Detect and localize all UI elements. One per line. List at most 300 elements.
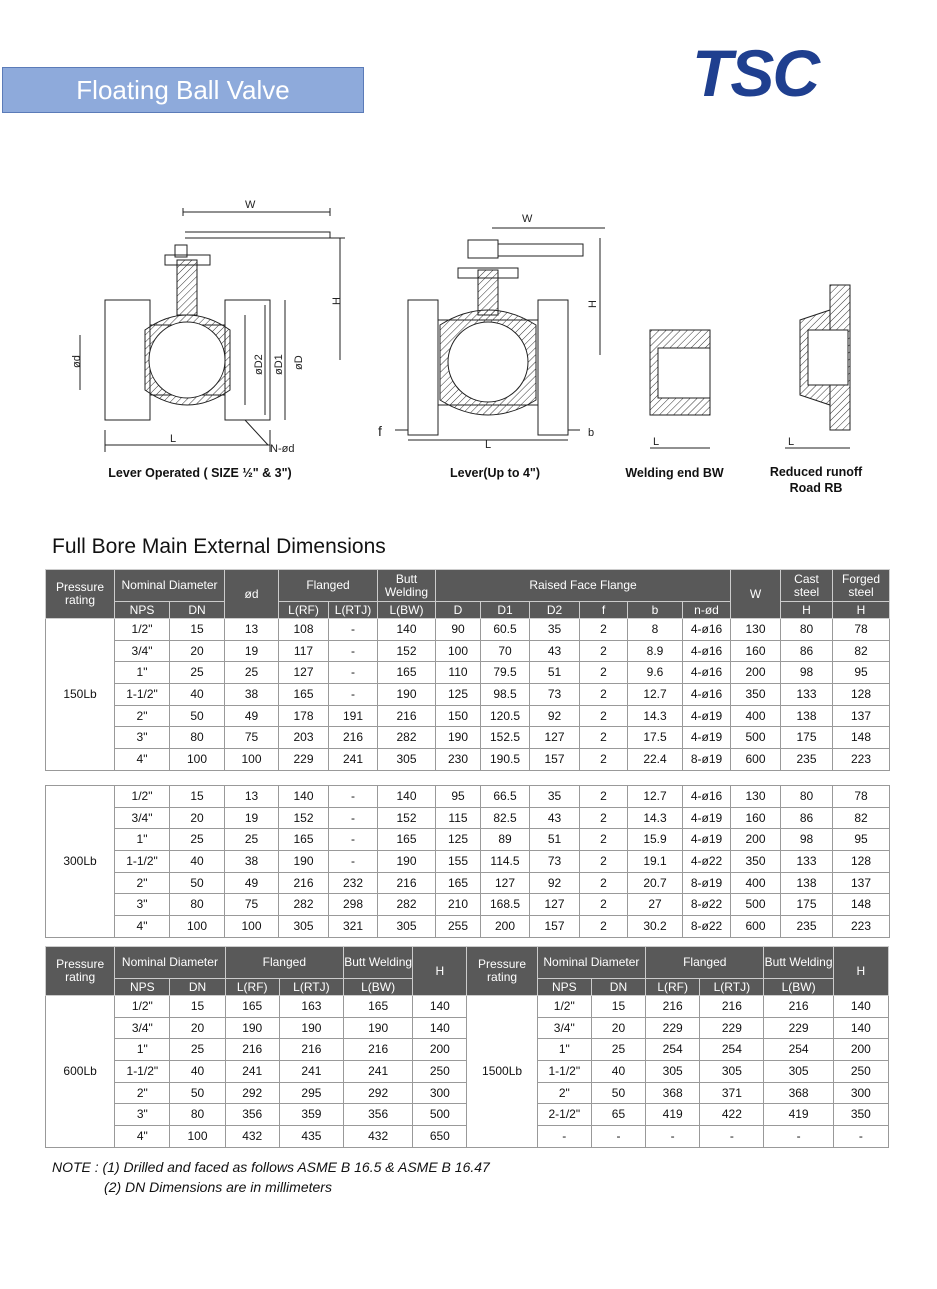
table-cell: 12.7 bbox=[628, 684, 683, 706]
table-cell: 229 bbox=[646, 1017, 700, 1039]
table-cell: 98 bbox=[781, 829, 833, 851]
table-cell: 80 bbox=[170, 1104, 225, 1126]
table-cell: - bbox=[329, 829, 378, 851]
hdr-raised-face: Raised Face Flange bbox=[436, 570, 731, 602]
table-cell: 1-1/2" bbox=[115, 851, 170, 873]
table-cell: 100 bbox=[225, 916, 279, 938]
table-cell: 2" bbox=[115, 872, 170, 894]
table-row bbox=[46, 727, 890, 749]
table-cell: - bbox=[537, 1126, 591, 1148]
table-cell: 19 bbox=[225, 807, 279, 829]
note-line-1: NOTE : (1) Drilled and faced as follows ASME B 16.5 & ASME B 16.47 bbox=[52, 1159, 490, 1175]
table-cell: 66.5 bbox=[481, 786, 530, 808]
table-cell: 100 bbox=[170, 749, 225, 771]
table-cell: 500 bbox=[413, 1104, 467, 1126]
table-cell: 1/2" bbox=[115, 996, 170, 1018]
table-cell: 2 bbox=[580, 894, 628, 916]
table-cell: 50 bbox=[170, 872, 225, 894]
table-row bbox=[46, 894, 890, 916]
pressure-rating-cell: 600Lb bbox=[46, 996, 115, 1148]
table-cell: 250 bbox=[833, 1061, 888, 1083]
table-cell: 230 bbox=[436, 749, 481, 771]
table-cell: 200 bbox=[833, 1039, 888, 1061]
table-cell: 20 bbox=[170, 807, 225, 829]
table-cell: 2 bbox=[580, 727, 628, 749]
table-cell: 216 bbox=[279, 1039, 343, 1061]
notes bbox=[52, 1157, 490, 1197]
table-cell: 51 bbox=[530, 829, 580, 851]
table-cell: 78 bbox=[833, 786, 890, 808]
table-cell: 368 bbox=[646, 1082, 700, 1104]
hdr2-nominal-left: Nominal Diameter bbox=[115, 947, 225, 979]
table-cell: 8.9 bbox=[628, 640, 683, 662]
table-cell: 165 bbox=[378, 829, 436, 851]
table-cell: 350 bbox=[731, 684, 781, 706]
table-cell: 3/4" bbox=[115, 1017, 170, 1039]
table-cell: 50 bbox=[170, 1082, 225, 1104]
table-cell: 3/4" bbox=[115, 640, 170, 662]
table-cell: 432 bbox=[225, 1126, 279, 1148]
table-cell: - bbox=[329, 786, 378, 808]
table-cell: 216 bbox=[279, 872, 329, 894]
table-cell: 117 bbox=[279, 640, 329, 662]
table-cell: 168.5 bbox=[481, 894, 530, 916]
table-cell: 8-ø22 bbox=[683, 916, 731, 938]
pressure-rating-cell: 1500Lb bbox=[467, 996, 537, 1148]
table-cell: 82 bbox=[833, 640, 890, 662]
table-cell: 241 bbox=[329, 749, 378, 771]
table-cell: 128 bbox=[833, 684, 890, 706]
caption-lever-operated: Lever Operated ( SIZE ½" & 3") bbox=[108, 466, 292, 480]
table-cell: 2 bbox=[580, 872, 628, 894]
table-cell: 137 bbox=[833, 705, 890, 727]
table-cell: 200 bbox=[481, 916, 530, 938]
table-cell: 20 bbox=[591, 1017, 645, 1039]
table-cell: 2 bbox=[580, 640, 628, 662]
table-cell: 108 bbox=[279, 619, 329, 641]
table-cell: 90 bbox=[436, 619, 481, 641]
table-cell: 38 bbox=[225, 684, 279, 706]
table-cell: 80 bbox=[781, 619, 833, 641]
table-cell: 282 bbox=[378, 894, 436, 916]
table-cell: 359 bbox=[279, 1104, 343, 1126]
table-cell: 356 bbox=[225, 1104, 279, 1126]
table-cell: 300 bbox=[413, 1082, 467, 1104]
table-cell: 254 bbox=[700, 1039, 764, 1061]
table-cell: 216 bbox=[329, 727, 378, 749]
table-cell: 350 bbox=[731, 851, 781, 873]
table-cell: 8 bbox=[628, 619, 683, 641]
table-cell: 140 bbox=[279, 786, 329, 808]
label-l-4: L bbox=[788, 436, 795, 448]
table-cell: 140 bbox=[833, 996, 888, 1018]
table-cell: 305 bbox=[764, 1061, 833, 1083]
table-cell: 35 bbox=[530, 786, 580, 808]
table-cell: 432 bbox=[344, 1126, 413, 1148]
table-cell: 4-ø16 bbox=[683, 786, 731, 808]
table-cell: 19 bbox=[225, 640, 279, 662]
caption-reduced-runoff: Reduced runoff bbox=[769, 465, 863, 479]
table-cell: 4" bbox=[115, 1126, 170, 1148]
table-cell: - bbox=[329, 807, 378, 829]
table-cell: 9.6 bbox=[628, 662, 683, 684]
label-d1-1: øD1 bbox=[273, 354, 285, 375]
table-row bbox=[46, 786, 890, 808]
table-cell: 298 bbox=[329, 894, 378, 916]
table-cell: 321 bbox=[329, 916, 378, 938]
table-cell: 241 bbox=[344, 1061, 413, 1083]
table-cell: 120.5 bbox=[481, 705, 530, 727]
table-cell: 223 bbox=[833, 916, 890, 938]
table-cell: 14.3 bbox=[628, 705, 683, 727]
caption-welding-end: Welding end BW bbox=[625, 466, 724, 480]
table-cell: 86 bbox=[781, 807, 833, 829]
table-cell: 92 bbox=[530, 872, 580, 894]
table-cell: 8-ø19 bbox=[683, 872, 731, 894]
table-cell: 152 bbox=[279, 807, 329, 829]
table-cell: 133 bbox=[781, 684, 833, 706]
table-cell: 241 bbox=[279, 1061, 343, 1083]
table-cell: 49 bbox=[225, 705, 279, 727]
hdr2-nominal-right: Nominal Diameter bbox=[537, 947, 645, 979]
table-cell: 14.3 bbox=[628, 807, 683, 829]
table-cell: 157 bbox=[530, 916, 580, 938]
table-cell: 20 bbox=[170, 640, 225, 662]
table-cell: 216 bbox=[700, 996, 764, 1018]
table-cell: 75 bbox=[225, 727, 279, 749]
table-row bbox=[46, 705, 890, 727]
table-cell: 422 bbox=[700, 1104, 764, 1126]
table-cell: 190 bbox=[436, 727, 481, 749]
table-cell: 2" bbox=[537, 1082, 591, 1104]
table-cell: 229 bbox=[700, 1017, 764, 1039]
table-cell: 254 bbox=[764, 1039, 833, 1061]
table-cell: 3" bbox=[115, 894, 170, 916]
table-cell: 165 bbox=[436, 872, 481, 894]
table-cell: 292 bbox=[225, 1082, 279, 1104]
table-cell: 2 bbox=[580, 684, 628, 706]
label-h-1: H bbox=[331, 297, 343, 305]
table-cell: 190 bbox=[279, 1017, 343, 1039]
table-cell: 229 bbox=[279, 749, 329, 771]
table-cell: 1/2" bbox=[537, 996, 591, 1018]
table-cell: 86 bbox=[781, 640, 833, 662]
table-row bbox=[46, 684, 890, 706]
table-cell: 138 bbox=[781, 705, 833, 727]
table-cell: 22.4 bbox=[628, 749, 683, 771]
label-d-1: ød bbox=[71, 355, 83, 368]
table-cell: 305 bbox=[378, 916, 436, 938]
table-row bbox=[46, 749, 890, 771]
table-cell: 133 bbox=[781, 851, 833, 873]
table-row bbox=[46, 996, 889, 1018]
table-cell: 200 bbox=[731, 662, 781, 684]
table-cell: 50 bbox=[591, 1082, 645, 1104]
table-cell: - bbox=[764, 1126, 833, 1148]
table-cell: 255 bbox=[436, 916, 481, 938]
table-cell: 2 bbox=[580, 807, 628, 829]
table-cell: 1" bbox=[115, 662, 170, 684]
table-cell: 600 bbox=[731, 749, 781, 771]
table-cell: 148 bbox=[833, 727, 890, 749]
table-cell: 130 bbox=[731, 619, 781, 641]
table-cell: 79.5 bbox=[481, 662, 530, 684]
table-cell: 295 bbox=[279, 1082, 343, 1104]
label-l-2: L bbox=[485, 439, 492, 451]
table-cell: 435 bbox=[279, 1126, 343, 1148]
hdr-cast: Cast steel bbox=[781, 570, 833, 602]
hdr2-flanged-left: Flanged bbox=[225, 947, 343, 979]
table-300lb bbox=[45, 785, 890, 938]
table-cell: 127 bbox=[279, 662, 329, 684]
table-cell: 216 bbox=[225, 1039, 279, 1061]
table-cell: 25 bbox=[170, 829, 225, 851]
table-600-1500lb: Pressure rating Nominal Diameter Flanged Butt Welding H Pressure rating Nominal Diameter Flanged Butt Welding H NPS DN L(RF) L(RTJ) L(BW) NPS DN L(RF) L(RTJ) L(BW) 600Lb 1/2" 15 165 163 165 140 1500Lb 1/2" 15 216 216 216 140 3/4" 20 190 190 190 140 3/4" 20 229 229 229 140 1" 25 216 216 216 200 1" 25 254 254 254 200 1-1/2" 40 241 241 241 250 1-1/2" 40 305 305 305 250 2" 50 292 295 292 300 2" 50 368 371 368 300 3" 80 356 359 356 500 2-1/2" 65 419 422 419 350 4" 100 432 435 432 650 - - - - - - bbox=[45, 946, 889, 1148]
table-cell: 95 bbox=[436, 786, 481, 808]
table-cell: 8-ø22 bbox=[683, 894, 731, 916]
label-l-3: L bbox=[653, 436, 660, 448]
table-cell: 232 bbox=[329, 872, 378, 894]
table-cell: 254 bbox=[646, 1039, 700, 1061]
label-w-2: W bbox=[522, 213, 533, 225]
table-cell: 8-ø19 bbox=[683, 749, 731, 771]
table-cell: 3/4" bbox=[115, 807, 170, 829]
table-cell: 190 bbox=[378, 684, 436, 706]
hdr2-h-left: H bbox=[413, 947, 467, 996]
hdr-nominal: Nominal Diameter bbox=[115, 570, 225, 602]
hdr2-butt-right: Butt Welding bbox=[764, 947, 833, 979]
table-cell: 216 bbox=[344, 1039, 413, 1061]
hdr-pressure: Pressure rating bbox=[46, 570, 115, 619]
table-cell: 4-ø19 bbox=[683, 829, 731, 851]
table-cell: 292 bbox=[344, 1082, 413, 1104]
table-cell: 38 bbox=[225, 851, 279, 873]
table-cell: 152 bbox=[378, 807, 436, 829]
table-cell: 600 bbox=[731, 916, 781, 938]
table-cell: 650 bbox=[413, 1126, 467, 1148]
table-cell: 43 bbox=[530, 640, 580, 662]
label-d2-1: øD2 bbox=[253, 354, 265, 375]
table-cell: 160 bbox=[731, 640, 781, 662]
table-cell: 2 bbox=[580, 916, 628, 938]
table-cell: 78 bbox=[833, 619, 890, 641]
section-title: Full Bore Main External Dimensions bbox=[52, 535, 386, 558]
table-cell: 2 bbox=[580, 851, 628, 873]
table-cell: 400 bbox=[731, 705, 781, 727]
table-cell: 98.5 bbox=[481, 684, 530, 706]
table-cell: 190 bbox=[344, 1017, 413, 1039]
note-line-2: (2) DN Dimensions are in millimeters bbox=[104, 1179, 332, 1195]
table-cell: 25 bbox=[170, 662, 225, 684]
table-cell: 500 bbox=[731, 727, 781, 749]
table-cell: 40 bbox=[170, 684, 225, 706]
table-cell: 178 bbox=[279, 705, 329, 727]
valve-drawings bbox=[0, 190, 937, 510]
table-cell: 25 bbox=[170, 1039, 225, 1061]
table-cell: 200 bbox=[731, 829, 781, 851]
table-cell: 70 bbox=[481, 640, 530, 662]
drawing-lever-operated bbox=[80, 208, 345, 452]
table-cell: 12.7 bbox=[628, 786, 683, 808]
table-cell: 2-1/2" bbox=[537, 1104, 591, 1126]
hdr2-butt-left: Butt Welding bbox=[344, 947, 413, 979]
hdr-forged: Forged steel bbox=[833, 570, 890, 602]
table-cell: 15.9 bbox=[628, 829, 683, 851]
table-cell: 110 bbox=[436, 662, 481, 684]
table-row bbox=[46, 851, 890, 873]
table-cell: 165 bbox=[225, 996, 279, 1018]
table-cell: - bbox=[329, 619, 378, 641]
table-cell: 40 bbox=[591, 1061, 645, 1083]
label-dd-1: øD bbox=[293, 355, 305, 370]
table-cell: 1-1/2" bbox=[537, 1061, 591, 1083]
table-cell: 190 bbox=[225, 1017, 279, 1039]
table-cell: 95 bbox=[833, 662, 890, 684]
table-cell: 160 bbox=[731, 807, 781, 829]
table-cell: 1" bbox=[115, 1039, 170, 1061]
tsc-logo bbox=[690, 34, 860, 106]
table-cell: 98 bbox=[781, 662, 833, 684]
pressure-rating-cell: 150Lb bbox=[46, 619, 115, 771]
table-cell: 165 bbox=[279, 684, 329, 706]
table-cell: 2 bbox=[580, 829, 628, 851]
table-cell: 150 bbox=[436, 705, 481, 727]
table-cell: 25 bbox=[225, 662, 279, 684]
table-cell: 282 bbox=[378, 727, 436, 749]
table-cell: 400 bbox=[731, 872, 781, 894]
table-cell: 80 bbox=[781, 786, 833, 808]
table-cell: 235 bbox=[781, 916, 833, 938]
table-row bbox=[46, 619, 890, 641]
table-cell: 216 bbox=[764, 996, 833, 1018]
table-cell: 95 bbox=[833, 829, 890, 851]
hdr-butt: Butt Welding bbox=[378, 570, 436, 602]
table-cell: 92 bbox=[530, 705, 580, 727]
table-cell: 4-ø19 bbox=[683, 705, 731, 727]
label-w-1: W bbox=[245, 199, 256, 211]
table-cell: 20 bbox=[170, 1017, 225, 1039]
table-cell: 1-1/2" bbox=[115, 1061, 170, 1083]
table-cell: 127 bbox=[481, 872, 530, 894]
table-cell: 1/2" bbox=[115, 786, 170, 808]
table-cell: 75 bbox=[225, 894, 279, 916]
table-cell: 80 bbox=[170, 727, 225, 749]
table-cell: 2 bbox=[580, 786, 628, 808]
drawing-welding-end bbox=[650, 330, 710, 448]
table-cell: 40 bbox=[170, 1061, 225, 1083]
hdr2-pressure-right: Pressure rating bbox=[467, 947, 537, 996]
table-cell: 250 bbox=[413, 1061, 467, 1083]
table-cell: 190 bbox=[378, 851, 436, 873]
table-row bbox=[46, 872, 890, 894]
table-cell: 1/2" bbox=[115, 619, 170, 641]
hdr-od: ød bbox=[225, 570, 279, 619]
table-cell: 140 bbox=[413, 1017, 467, 1039]
hdr-w: W bbox=[731, 570, 781, 619]
table-cell: 114.5 bbox=[481, 851, 530, 873]
table-cell: 4" bbox=[115, 749, 170, 771]
table-cell: 51 bbox=[530, 662, 580, 684]
table-cell: 127 bbox=[530, 894, 580, 916]
table-cell: 165 bbox=[344, 996, 413, 1018]
table-cell: 50 bbox=[170, 705, 225, 727]
table-cell: 152.5 bbox=[481, 727, 530, 749]
table-cell: 4-ø22 bbox=[683, 851, 731, 873]
table-row bbox=[46, 662, 890, 684]
table-cell: 175 bbox=[781, 894, 833, 916]
table-cell: 4-ø19 bbox=[683, 727, 731, 749]
table-cell: - bbox=[329, 851, 378, 873]
table-cell: 419 bbox=[646, 1104, 700, 1126]
table-row bbox=[46, 640, 890, 662]
table-cell: 73 bbox=[530, 684, 580, 706]
table-cell: 73 bbox=[530, 851, 580, 873]
table-row bbox=[46, 829, 890, 851]
table-cell: 3/4" bbox=[537, 1017, 591, 1039]
table-cell: 4-ø16 bbox=[683, 619, 731, 641]
table-cell: 60.5 bbox=[481, 619, 530, 641]
table-cell: 155 bbox=[436, 851, 481, 873]
table-cell: 216 bbox=[378, 705, 436, 727]
caption-lever-up-to-4: Lever(Up to 4") bbox=[450, 466, 540, 480]
table-cell: 27 bbox=[628, 894, 683, 916]
table-cell: - bbox=[700, 1126, 764, 1148]
table-cell: 2 bbox=[580, 619, 628, 641]
table-cell: 241 bbox=[225, 1061, 279, 1083]
table-cell: 165 bbox=[279, 829, 329, 851]
table-cell: 305 bbox=[646, 1061, 700, 1083]
table-cell: 127 bbox=[530, 727, 580, 749]
drawing-reduced-runoff bbox=[785, 285, 850, 448]
table-cell: 4-ø19 bbox=[683, 807, 731, 829]
hdr2-h-right: H bbox=[833, 947, 888, 996]
table-cell: 140 bbox=[833, 1017, 888, 1039]
table-cell: 125 bbox=[436, 829, 481, 851]
table-cell: 305 bbox=[378, 749, 436, 771]
table-cell: - bbox=[329, 662, 378, 684]
table-cell: 282 bbox=[279, 894, 329, 916]
label-h-2: H bbox=[587, 300, 599, 308]
title-banner: Floating Ball Valve bbox=[2, 67, 364, 113]
table-cell: 100 bbox=[170, 916, 225, 938]
table-cell: 30.2 bbox=[628, 916, 683, 938]
table-cell: - bbox=[833, 1126, 888, 1148]
table-cell: 15 bbox=[170, 619, 225, 641]
table-cell: 3" bbox=[115, 1104, 170, 1126]
table-cell: 305 bbox=[700, 1061, 764, 1083]
table-cell: 82.5 bbox=[481, 807, 530, 829]
table-cell: - bbox=[591, 1126, 645, 1148]
table-cell: - bbox=[329, 640, 378, 662]
table-cell: 15 bbox=[591, 996, 645, 1018]
table-cell: 4-ø16 bbox=[683, 662, 731, 684]
table-cell: 1" bbox=[115, 829, 170, 851]
table-cell: 140 bbox=[378, 786, 436, 808]
table-cell: 2 bbox=[580, 749, 628, 771]
table-cell: 2 bbox=[580, 662, 628, 684]
table-cell: 140 bbox=[378, 619, 436, 641]
table-cell: 1-1/2" bbox=[115, 684, 170, 706]
table-cell: 191 bbox=[329, 705, 378, 727]
table-cell: 152 bbox=[378, 640, 436, 662]
table-cell: 203 bbox=[279, 727, 329, 749]
table-cell: 300 bbox=[833, 1082, 888, 1104]
table-cell: 305 bbox=[279, 916, 329, 938]
label-b-2: b bbox=[588, 427, 595, 439]
table-cell: 4" bbox=[115, 916, 170, 938]
table-cell: 1" bbox=[537, 1039, 591, 1061]
table-cell: - bbox=[329, 684, 378, 706]
